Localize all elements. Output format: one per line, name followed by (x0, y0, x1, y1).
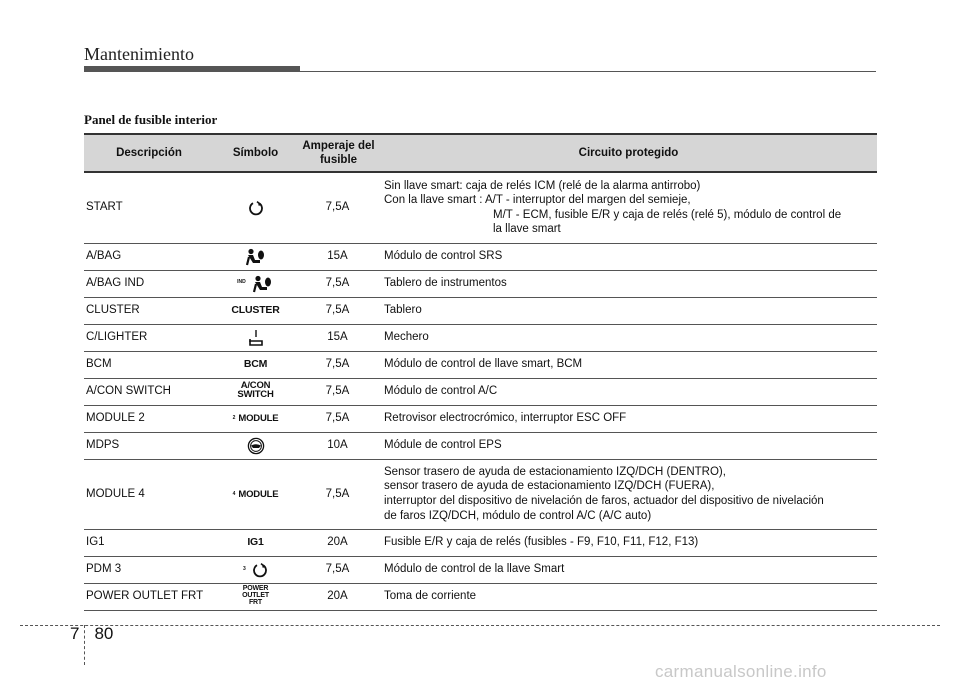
row-description: A/BAG IND (84, 270, 214, 297)
circuit-line: la llave smart (493, 223, 561, 236)
row-description: MODULE 2 (84, 405, 214, 432)
row-amperage: 7,5A (297, 556, 380, 583)
row-amperage: 10A (297, 432, 380, 459)
row-description: PDM 3 (84, 556, 214, 583)
table-row (84, 556, 877, 583)
symbol-text: MODULE (238, 488, 279, 500)
row-description: POWER OUTLET FRT (84, 583, 214, 610)
row-symbol (214, 270, 297, 297)
row-circuit: Retrovisor electrocrómico, interruptor ESC OFF (380, 405, 877, 432)
row-amperage: 7,5A (297, 351, 380, 378)
row-amperage: 20A (297, 529, 380, 556)
row-circuit (380, 172, 877, 243)
airbag-indicator-icon (252, 275, 274, 293)
watermark: carmanualsonline.info (655, 662, 827, 681)
table-row (84, 172, 877, 243)
row-circuit: Mechero (380, 324, 877, 351)
row-circuit: Tablero (380, 297, 877, 324)
row-amperage: 7,5A (297, 378, 380, 405)
circuit-line: Con la llave smart : A/T - interruptor del margen del semieje, (384, 194, 691, 207)
row-circuit: Fusible E/R y caja de relés (fusibles - F9, F10, F11, F12, F13) (380, 529, 877, 556)
table-row (84, 405, 877, 432)
row-circuit: Módulo de control de la llave Smart (380, 556, 877, 583)
symbol-text: MODULE (238, 413, 279, 425)
symbol-text: IG1 (247, 536, 264, 549)
symbol-text-line: POWER (242, 584, 269, 592)
airbag-icon (245, 248, 267, 266)
symbol-text: CLUSTER (231, 304, 280, 317)
symbol-text-line: A/CON (240, 380, 271, 392)
symbol-text-line: SWITCH (237, 389, 274, 401)
page-number-value: 80 (94, 624, 114, 643)
row-description: CLUSTER (84, 297, 214, 324)
table-row (84, 583, 877, 610)
row-circuit (380, 459, 877, 529)
row-symbol (214, 405, 297, 432)
row-symbol (214, 459, 297, 529)
row-description: IG1 (84, 529, 214, 556)
row-description: A/BAG (84, 243, 214, 270)
key-start-icon (252, 562, 268, 578)
row-description: START (84, 172, 214, 243)
steering-wheel-icon (247, 437, 265, 455)
circuit-line: interruptor del dispositivo de nivelación de faros, actuador del dispositivo de nivelación (384, 495, 824, 507)
key-start-icon (248, 200, 264, 216)
row-circuit: Módule de control EPS (380, 432, 877, 459)
row-amperage: 7,5A (297, 459, 380, 529)
row-symbol (214, 324, 297, 351)
circuit-line: Sin llave smart: caja de relés ICM (relé de la alarma antirrobo) (384, 179, 701, 192)
symbol-superscript: IND (237, 278, 246, 285)
table-row (84, 459, 877, 529)
row-symbol (214, 556, 297, 583)
row-amperage: 15A (297, 243, 380, 270)
table-row (84, 270, 877, 297)
symbol-text-line: OUTLET (242, 591, 269, 599)
row-description: MDPS (84, 432, 214, 459)
table-row (84, 324, 877, 351)
footer-dashed-line (20, 625, 940, 626)
row-symbol (214, 378, 297, 405)
symbol-text-line: FRT (248, 598, 262, 606)
row-circuit: Toma de corriente (380, 583, 877, 610)
row-circuit: Módulo de control A/C (380, 378, 877, 405)
page-number (70, 624, 113, 644)
row-symbol (214, 172, 297, 243)
symbol-superscript: 2 (232, 415, 236, 422)
fuse-table (84, 133, 877, 611)
symbol-text (242, 585, 269, 606)
symbol-superscript: 4 (232, 490, 236, 497)
row-amperage: 7,5A (297, 297, 380, 324)
header-symbol: Símbolo (214, 134, 297, 172)
table-row (84, 351, 877, 378)
row-amperage: 7,5A (297, 405, 380, 432)
row-amperage: 7,5A (297, 172, 380, 243)
section-title: Panel de fusible interior (84, 112, 218, 127)
row-amperage: 7,5A (297, 270, 380, 297)
row-amperage: 20A (297, 583, 380, 610)
header-rule-thin (300, 71, 876, 72)
header-description: Descripción (84, 134, 214, 172)
header-amperage (297, 134, 380, 172)
row-circuit: Módulo de control de llave smart, BCM (380, 351, 877, 378)
header-rule-thick (84, 66, 300, 72)
circuit-line: M/T - ECM, fusible E/R y caja de relés (relé 5), módulo de control de (493, 208, 842, 221)
row-symbol (214, 432, 297, 459)
table-header-row (84, 134, 877, 172)
symbol-text: BCM (243, 358, 268, 371)
circuit-line: de faros IZQ/DCH, módulo de control A/C (A/C auto) (384, 509, 652, 522)
row-symbol (214, 583, 297, 610)
row-symbol (214, 297, 297, 324)
row-amperage: 15A (297, 324, 380, 351)
table-row (84, 529, 877, 556)
row-symbol (214, 243, 297, 270)
row-symbol (214, 351, 297, 378)
table-row (84, 297, 877, 324)
cigar-lighter-icon (248, 329, 264, 347)
header-circuit: Circuito protegido (380, 134, 877, 172)
row-circuit: Módulo de control SRS (380, 243, 877, 270)
circuit-line: sensor trasero de ayuda de estacionamiento IZQ/DCH (FUERA), (384, 480, 715, 493)
page-header-title: Mantenimiento (84, 44, 194, 64)
row-description: BCM (84, 351, 214, 378)
table-row (84, 378, 877, 405)
header-amperage-line2: fusible (319, 154, 358, 166)
symbol-text (237, 381, 273, 399)
row-description: MODULE 4 (84, 459, 214, 529)
row-description: C/LIGHTER (84, 324, 214, 351)
header-amperage-line1: Amperaje del (302, 140, 375, 152)
circuit-line: Sensor trasero de ayuda de estacionamiento IZQ/DCH (DENTRO), (384, 465, 726, 478)
chapter-number: 7 (70, 624, 80, 643)
row-symbol (214, 529, 297, 556)
row-circuit: Tablero de instrumentos (380, 270, 877, 297)
row-description: A/CON SWITCH (84, 378, 214, 405)
table-row (84, 243, 877, 270)
table-row (84, 432, 877, 459)
symbol-superscript: 3 (243, 565, 246, 572)
